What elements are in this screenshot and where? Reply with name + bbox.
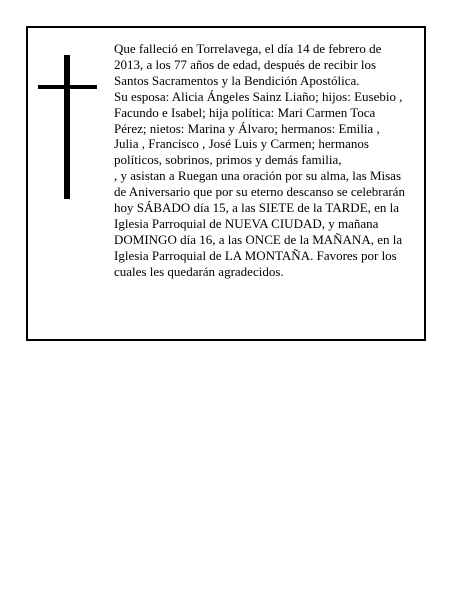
notice-line: Santos Sacramentos y la Bendición Apostólica. [114,72,360,88]
notice-line: , y asistan a Ruegan una oración por su alma, las Misas [114,168,402,184]
notice-line: Julia , Francisco , José Luis y Carmen; hermanos [114,136,369,152]
notice-line: cuales les quedarán agradecidos. [114,263,284,279]
notice-line: de Aniversario que por su eterno descanso se celebrarán [114,184,405,200]
cross-icon [38,55,97,199]
obituary-notice [26,26,426,341]
notice-line: Iglesia Parroquial de NUEVA CIUDAD, y mañana [114,215,379,231]
notice-line: 2013, a los 77 años de edad, después de recibir los [114,56,377,72]
notice-line: Facundo e Isabel; hija política: Mari Carmen Toca [114,104,376,120]
notice-line: DOMINGO día 16, a las ONCE de la MAÑANA, en la [114,231,403,247]
cross-horizontal-bar [38,85,97,89]
notice-line: políticos, sobrinos, primos y demás familia, [114,152,342,168]
notice-line: Su esposa: Alicia Ángeles Sainz Liaño; hijos: Eusebio , [114,88,403,104]
notice-text [114,41,424,280]
notice-line: Que falleció en Torrelavega, el día 14 de febrero de [114,41,382,56]
notice-line: Iglesia Parroquial de LA MONTAÑA. Favores por los [114,247,397,263]
cross-vertical-bar [64,55,70,199]
notice-line: hoy SÁBADO día 15, a las SIETE de la TARDE, en la [114,200,400,216]
notice-line: Pérez; nietos: Marina y Álvaro; hermanos: Emilia , [114,120,380,136]
